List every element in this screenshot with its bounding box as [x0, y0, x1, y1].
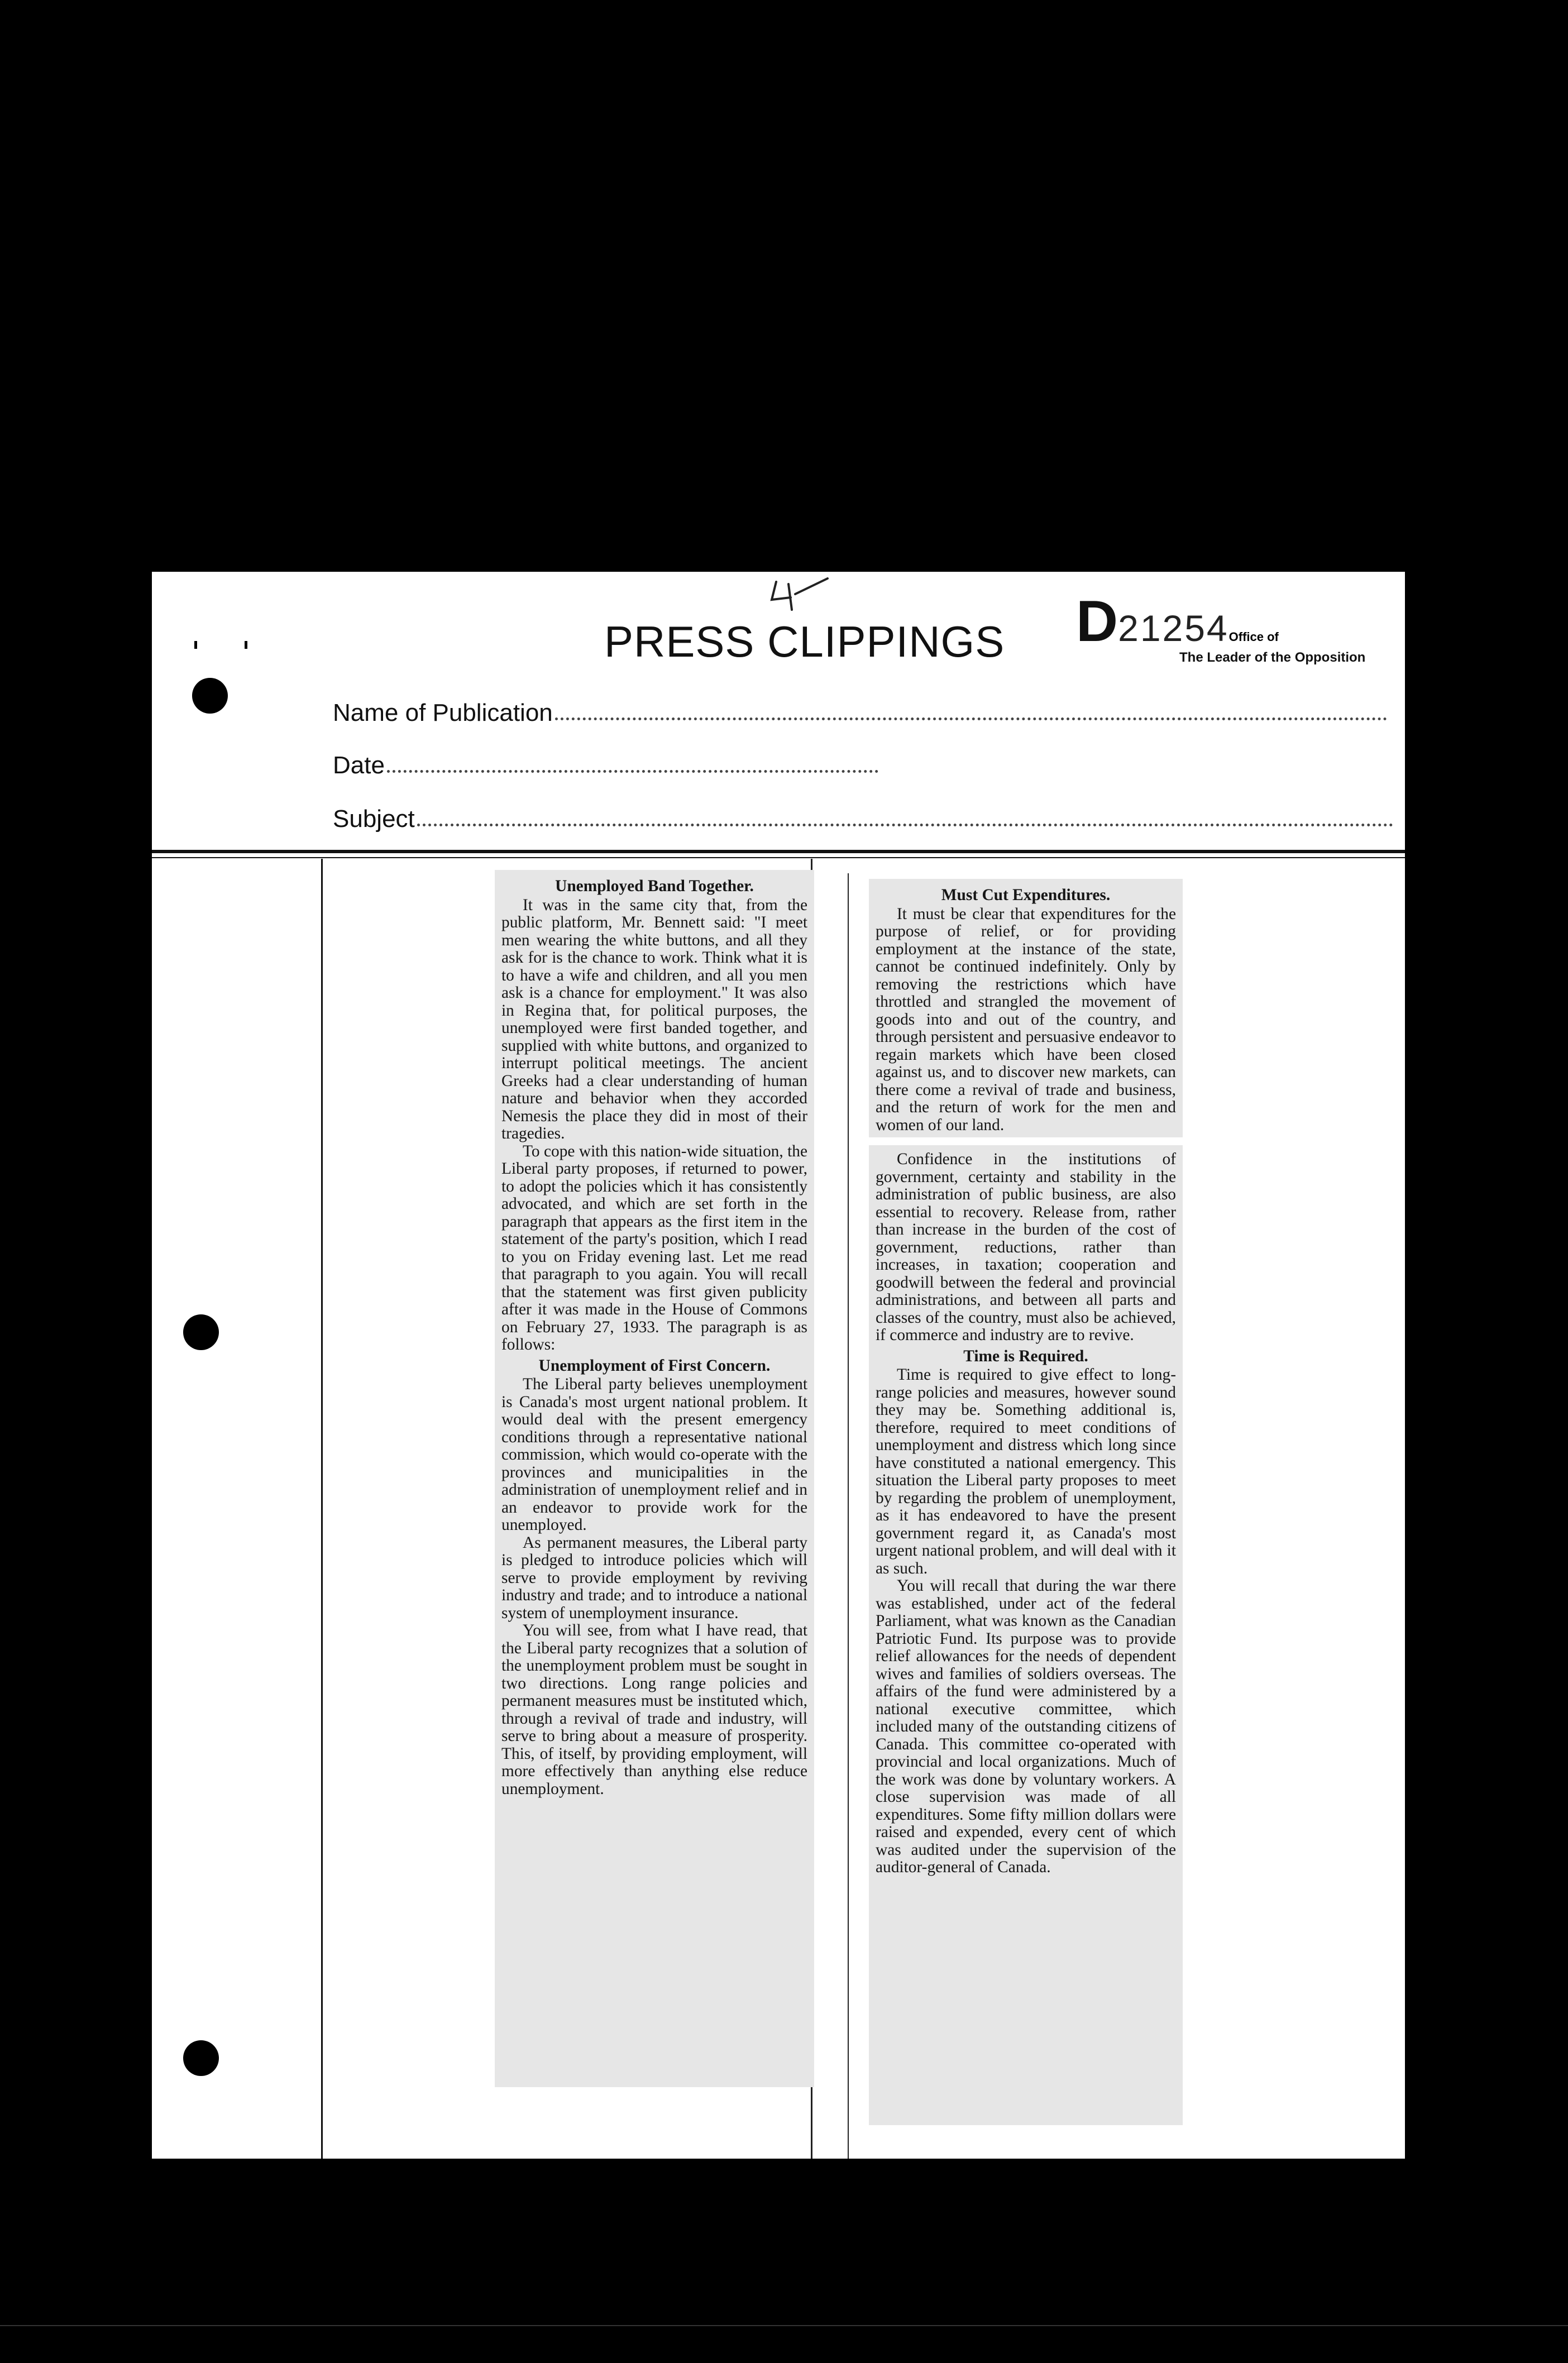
article-paragraph: As permanent measures, the Liberal party is pledged to introduce policies which will serve to provide employment by reviving industry and trade; and to introduce a national system of unemployment insurance. [501, 1533, 807, 1622]
article-paragraph: You will recall that during the war there was established, under act of the federal Parliament, what was known as the Canadian Patriotic Fund. Its purpose was to provide relief allowances for the needs of dependent wives and families of soldiers overseas. The affairs of the fund were administered by a national executive committee, which included many of the outstanding citizens of Canada. This committee co-operated with provincial and local organizations. Much of the work was done by voluntary workers. A close supervision was made of all expenditures. Some fifty million dollars were raised and expended, every cent of which was audited under the supervision of the auditor-general of Canada. [876, 1577, 1176, 1876]
document-id-prefix: D [1076, 589, 1118, 654]
article-paragraph: You will see, from what I have read, that the Liberal party recognizes that a solution of the unemployment problem must be sought in two directions. Long range policies and permanent measures must be instituted which, through a revival of trade and industry, will serve to bring about a measure of prosperity. This, of itself, by providing employment, will more effectively than anything else reduce unemployment. [501, 1621, 807, 1798]
section-heading: Must Cut Expenditures. [941, 886, 1111, 904]
column-divider [848, 873, 849, 2159]
section-heading: Unemployment of First Concern. [538, 1356, 771, 1375]
press-clipping-sheet [152, 572, 1405, 2159]
subject-line [417, 824, 1393, 826]
office-of-label: Office of [1228, 630, 1279, 644]
clipping-column-left [495, 870, 814, 2087]
office-name: The Leader of the Opposition [1179, 650, 1366, 665]
punch-hole-middle [183, 1314, 219, 1350]
page-title: PRESS CLIPPINGS [604, 617, 1005, 666]
punch-hole-top [192, 678, 228, 714]
date-label: Date [333, 752, 385, 779]
article-paragraph: Confidence in the institutions of government, certainty and stability in the administration of public business, are also essential to recovery. Release from, rather than increase in the burden of the cost of government, reductions, rather than increases, in taxation; cooperation and goodwill between the federal and provincial administrations, and between all parts and classes of the country, must also be achieved, if commerce and industry are to revive. [876, 1150, 1176, 1344]
article-paragraph: Time is required to give effect to long-range policies and measures, however sound they may be. Something additional is, therefore, required to meet conditions of unemployment and distress which long since have constituted a national emergency. This situation the Liberal party proposes to meet by regarding the problem of unemployment, as it has endeavored to have the present government regard it, as Canada's most urgent national problem, and will deal with it as such. [876, 1366, 1176, 1577]
section-heading: Time is Required. [963, 1347, 1088, 1365]
margin-mark [245, 641, 247, 649]
publication-line [555, 717, 1387, 720]
header-rule-thin [152, 857, 1405, 858]
margin-mark [194, 641, 197, 649]
punch-hole-bottom [183, 2040, 219, 2076]
article-paragraph: It was in the same city that, from the public platform, Mr. Bennett said: "I meet men wearing the white buttons, and all they ask for is the chance to work. Think what it is to have a wife and children, and all you men ask is a chance for employment." It was also in Regina that, for political purposes, the unemployed were first banded together, and supplied with white buttons, and organized to interrupt political meetings. The ancient Greeks had a clear understanding of human nature and behavior when they accorded Nemesis the place they did in most of their tragedies. [501, 896, 807, 1142]
clipping-gap [869, 1137, 1183, 1145]
section-heading: Unemployed Band Together. [555, 877, 754, 895]
subject-label: Subject [333, 805, 415, 833]
handwritten-mark [766, 577, 833, 611]
scan-bottom-line [0, 2325, 1568, 2326]
subject-field [333, 805, 1393, 833]
publication-field [333, 699, 1387, 727]
article-paragraph: It must be clear that expenditures for the purpose of relief, or for providing employment at the instance of the state, cannot be continued indefinitely. Only by removing the restrictions which have throttled and strangled the movement of goods into and out of the country, and through persistent and persuasive endeavor to regain markets which have been closed against us, and to discover new markets, can there come a revival of trade and business, and the return of work for the men and women of our land. [876, 905, 1176, 1134]
clipping-column-right [869, 879, 1183, 2125]
article-paragraph: The Liberal party believes unemployment is Canada's most urgent national problem. It would deal with the present emergency conditions through a representative national commission, which would co-operate with the provinces and municipalities in the administration of unemployment relief and in an endeavor to provide work for the unemployed. [501, 1375, 807, 1534]
publication-label: Name of Publication [333, 699, 553, 726]
document-id-number: 21254 [1118, 608, 1229, 649]
left-margin-line [321, 859, 323, 2159]
header-rule [152, 850, 1405, 853]
document-id [1076, 589, 1279, 655]
date-line [387, 770, 878, 773]
date-field [333, 752, 878, 779]
article-paragraph: To cope with this nation-wide situation, the Liberal party proposes, if returned to power, to adopt the policies which it has consistently advocated, and which are set forth in the paragraph that appears as the first item in the statement of the party's position, which I read to you on Friday evening last. Let me read that paragraph to you again. You will recall that the statement was first given publicity after it was made in the House of Commons on February 27, 1933. The paragraph is as follows: [501, 1142, 807, 1353]
